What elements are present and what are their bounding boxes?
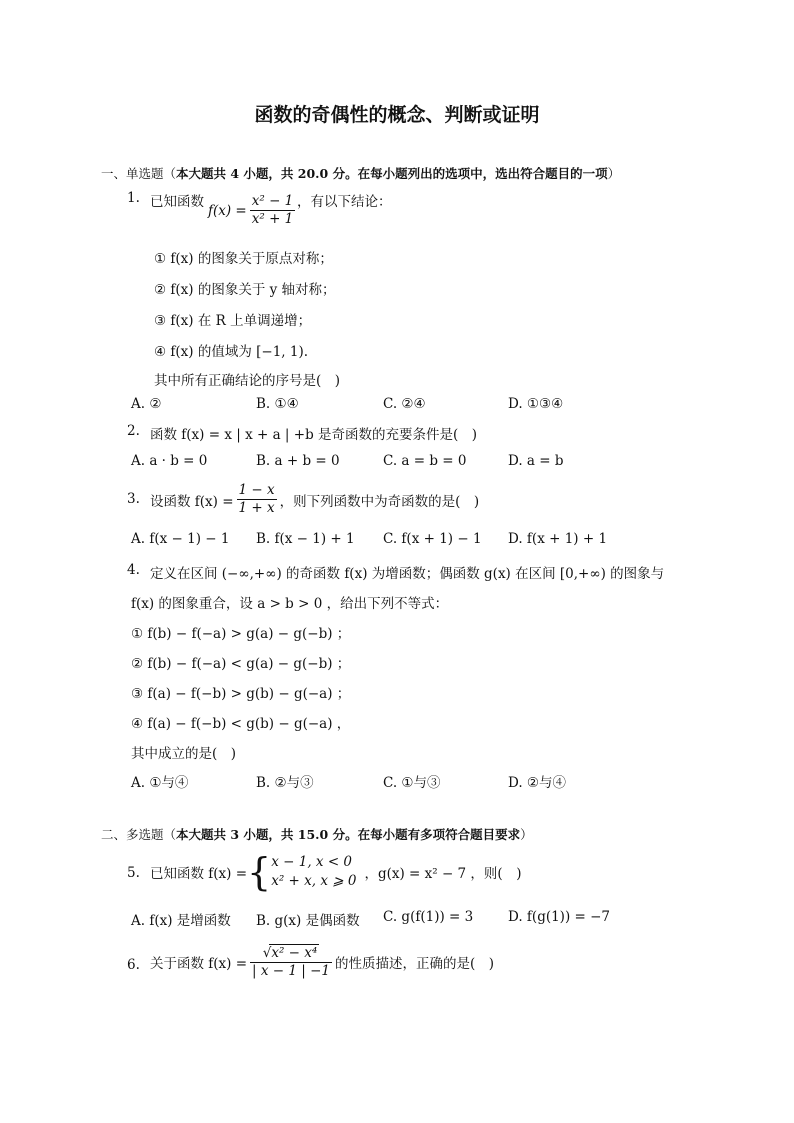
question-2-option-a[interactable]: A. a · b = 0 — [131, 453, 208, 469]
question-4-option-b[interactable]: B. ②与③ — [256, 775, 314, 791]
question-6-stem: 关于函数 f(x) = $\frac{\text{√x² − x⁴}}{| x - 1 | -1}$ 的性质描述，正确的是( ) — [150, 945, 495, 979]
question-5-number: 5. — [127, 865, 140, 881]
question-3-option-d[interactable]: D. f(x + 1) + 1 — [508, 531, 608, 547]
question-4-option-a[interactable]: A. ①与④ — [131, 775, 189, 791]
question-4-option-c[interactable]: C. ①与③ — [383, 775, 441, 791]
question-3-number: 3. — [127, 491, 140, 507]
question-2-number: 2. — [127, 423, 140, 439]
question-1-option-a[interactable]: A. ② — [131, 396, 162, 412]
question-3-stem: 设函数 f(x) = $\frac{1 - x}{1 + x}$ ，则下列函数中为奇函数的是( ) — [150, 482, 480, 516]
left-brace-icon: { — [247, 850, 272, 894]
question-2-option-b[interactable]: B. a + b = 0 — [256, 453, 340, 469]
question-4-number: 4. — [127, 562, 140, 578]
question-4-inequality-4: ④ f(a) − f(−b) < g(b) − g(−a) ， — [131, 716, 351, 732]
question-5-option-c[interactable]: C. g(f(1)) = 3 — [383, 909, 474, 925]
question-4-stem-line-1: 定义在区间 (−∞,+∞) 的奇函数 f(x) 为增函数；偶函数 g(x) 在区间 [0,+∞) 的图象与 — [150, 566, 665, 582]
question-4-inequality-3: ③ f(a) − f(−b) > g(b) − g(−a) ； — [131, 686, 351, 702]
question-1-option-b[interactable]: B. ①④ — [256, 396, 299, 412]
question-5-option-d[interactable]: D. f(g(1)) = −7 — [508, 909, 611, 925]
question-4-inequality-1: ① f(b) − f(−a) > g(a) − g(−b) ； — [131, 626, 351, 642]
page-title: 函数的奇偶性的概念、判断或证明 — [254, 104, 540, 126]
question-3-option-c[interactable]: C. f(x + 1) − 1 — [383, 531, 482, 547]
question-4-inequality-2: ② f(b) − f(−a) < g(a) − g(−b) ； — [131, 656, 351, 672]
question-1-statement-1: ① f(x) 的图象关于原点对称； — [154, 251, 333, 267]
section-heading-single-choice: 一、单选题（本大题共 4 小题，共 20.0 分。在每小题列出的选项中，选出符合题目的一项） — [101, 166, 621, 181]
question-1-number: 1. — [127, 190, 140, 206]
question-3-option-b[interactable]: B. f(x − 1) + 1 — [256, 531, 355, 547]
question-1-stem-suffix: ，有以下结论： — [297, 194, 392, 210]
question-4-stem-line-2: f(x) 的图象重合，设 a > b > 0 ，给出下列不等式： — [131, 596, 449, 612]
question-1-stem-prefix: 已知函数 — [150, 194, 204, 210]
sqrt-icon: √ — [262, 945, 272, 961]
question-4-option-d[interactable]: D. ②与④ — [508, 775, 567, 791]
question-2-option-c[interactable]: C. a = b = 0 — [383, 453, 467, 469]
question-1-option-c[interactable]: C. ②④ — [383, 396, 426, 412]
question-1-statement-4: ④ f(x) 的值域为 [−1, 1). — [154, 344, 309, 360]
section-heading-multiple-choice: 二、多选题（本大题共 3 小题，共 15.0 分。在每小题有多项符合题目要求） — [101, 827, 533, 842]
question-5-option-b[interactable]: B. g(x) 是偶函数 — [256, 913, 360, 929]
question-1-ask: 其中所有正确结论的序号是( ) — [154, 373, 341, 389]
question-3-option-a[interactable]: A. f(x − 1) − 1 — [131, 531, 230, 547]
question-1-option-d[interactable]: D. ①③④ — [508, 396, 564, 412]
question-2-option-d[interactable]: D. a = b — [508, 453, 564, 469]
question-6-number: 6. — [127, 957, 140, 973]
question-2-stem: 函数 f(x) = x | x + a | +b 是奇函数的充要条件是( ) — [150, 427, 478, 443]
question-5-stem: 已知函数 f(x) = { x − 1, x < 0 x² + x, x ⩾ 0 ，g(x) = x² − 7 ，则( ) — [150, 850, 522, 894]
question-4-ask: 其中成立的是( ) — [131, 746, 237, 762]
question-1-statement-2: ② f(x) 的图象关于 y 轴对称； — [154, 282, 336, 298]
question-1-formula: f(x) = $\frac{\text{x² − 1}}{\text{x² + 1}}$ — [208, 193, 294, 227]
question-1-statement-3: ③ f(x) 在 R 上单调递增； — [154, 313, 312, 329]
question-5-option-a[interactable]: A. f(x) 是增函数 — [131, 913, 231, 929]
question-5-piecewise-cases: x − 1, x < 0 x² + x, x ⩾ 0 — [271, 854, 357, 889]
